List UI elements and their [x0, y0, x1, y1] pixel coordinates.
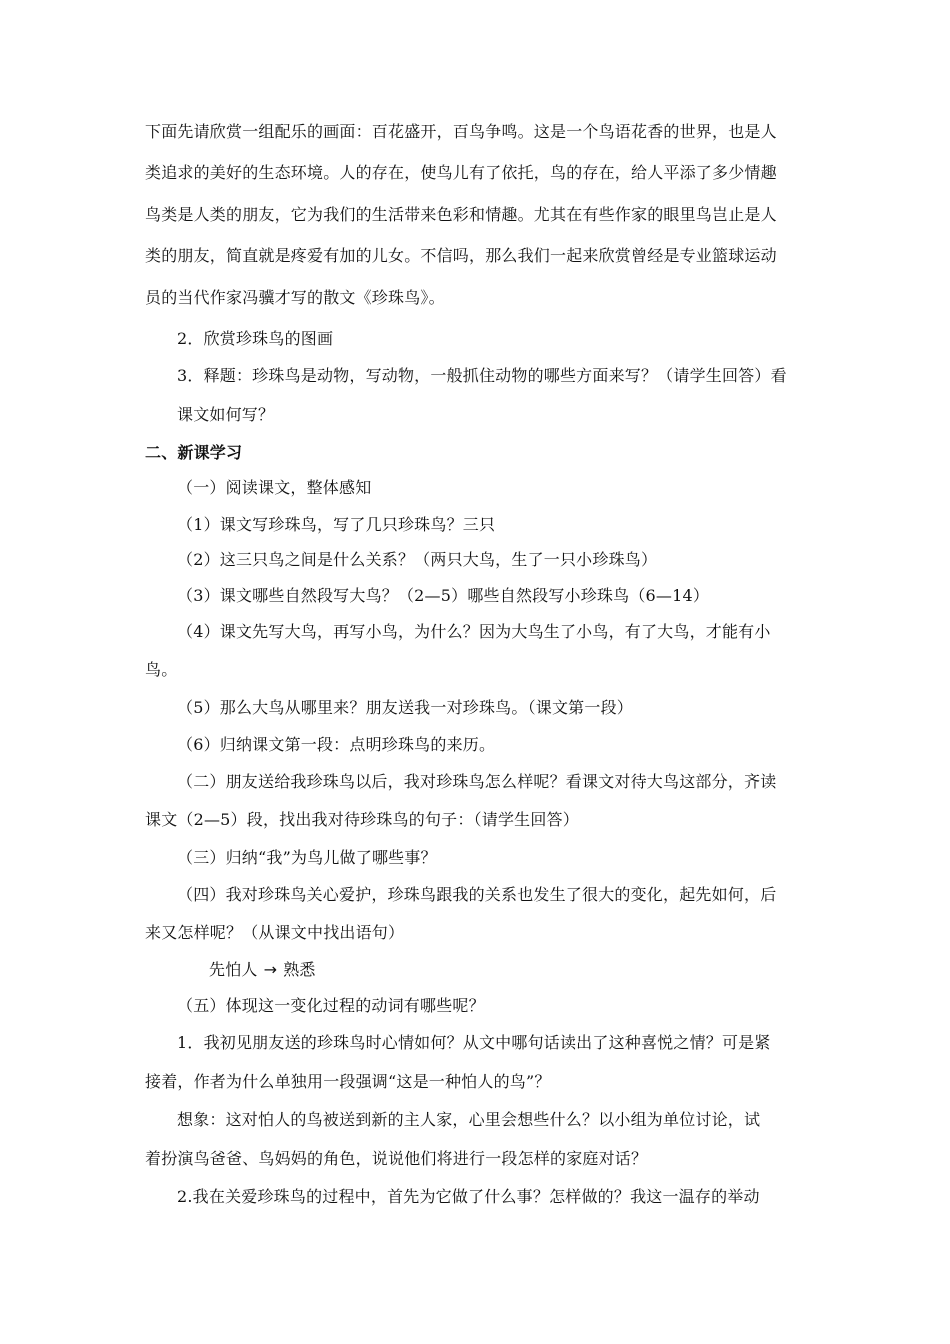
imagine-line-2: 着扮演鸟爸爸、鸟妈妈的角色，说说他们将进行一段怎样的家庭对话？	[145, 1149, 648, 1168]
intro-line-4: 类的朋友，简直就是疼爱有加的儿女。不信吗，那么我们一起来欣赏曾经是专业篮球运动	[145, 246, 777, 265]
subsection-2-line-1: （二）朋友送给我珍珠鸟以后，我对珍珠鸟怎么样呢？看课文对待大鸟这部分，齐读	[177, 772, 777, 791]
item-3-line-1: 3．释题：珍珠鸟是动物，写动物，一般抓住动物的哪些方面来写？（请学生回答）看	[177, 366, 787, 385]
item-3-line-2: 课文如何写？	[177, 405, 275, 424]
change-from: 先怕人	[209, 960, 258, 979]
intro-line-1: 下面先请欣赏一组配乐的画面：百花盛开，百鸟争鸣。这是一个鸟语花香的世界，也是人	[145, 122, 777, 141]
right-arrow-icon: →	[263, 960, 278, 979]
question-5: （5）那么大鸟从哪里来？朋友送我一对珍珠鸟。（课文第一段）	[177, 698, 633, 717]
intro-line-2: 类追求的美好的生态环境。人的存在，使鸟儿有了依托，鸟的存在，给人平添了多少情趣	[145, 163, 777, 182]
change-row	[209, 960, 316, 980]
question-6: （6）归纳课文第一段：点明珍珠鸟的来历。	[177, 735, 496, 754]
imagine-line-1: 想象：这对怕人的鸟被送到新的主人家，心里会想些什么？以小组为单位讨论，试	[177, 1110, 761, 1129]
question-3: （3）课文哪些自然段写大鸟？（2—5）哪些自然段写小珍珠鸟（6—14）	[177, 586, 710, 605]
question-4-line-1: （4）课文先写大鸟，再写小鸟，为什么？因为大鸟生了小鸟，有了大鸟，才能有小	[177, 622, 771, 641]
subsection-1: （一）阅读课文，整体感知	[177, 478, 372, 497]
change-to: 熟悉	[283, 960, 316, 979]
subsection-5: （五）体现这一变化过程的动词有哪些呢？	[177, 996, 485, 1015]
question-1: （1）课文写珍珠鸟，写了几只珍珠鸟？三只	[177, 515, 496, 534]
intro-line-3: 鸟类是人类的朋友，它为我们的生活带来色彩和情趣。尤其在有些作家的眼里鸟岂止是人	[145, 205, 777, 224]
question-4-line-2: 鸟。	[145, 660, 178, 679]
question-2: （2）这三只鸟之间是什么关系？（两只大鸟，生了一只小珍珠鸟）	[177, 550, 658, 569]
item-2: 2．欣赏珍珠鸟的图画	[177, 329, 334, 348]
intro-line-5: 员的当代作家冯骥才写的散文《珍珠鸟》。	[145, 288, 445, 307]
numbered-2: 2.我在关爱珍珠鸟的过程中，首先为它做了什么事？怎样做的？我这一温存的举动	[177, 1187, 760, 1206]
subsection-4-line-1: （四）我对珍珠鸟关心爱护，珍珠鸟跟我的关系也发生了很大的变化，起先如何，后	[177, 885, 777, 904]
numbered-1-line-1: 1．我初见朋友送的珍珠鸟时心情如何？从文中哪句话读出了这种喜悦之情？可是紧	[177, 1033, 771, 1052]
subsection-3: （三）归纳“我”为鸟儿做了哪些事？	[177, 848, 437, 867]
subsection-4-line-2: 来又怎样呢？（从课文中找出语句）	[145, 923, 405, 942]
subsection-2-line-2: 课文（2—5）段，找出我对待珍珠鸟的句子：（请学生回答）	[145, 810, 579, 829]
numbered-1-line-2: 接着，作者为什么单独用一段强调“这是一种怕人的鸟”？	[145, 1072, 551, 1091]
section-heading: 二、新课学习	[145, 443, 243, 462]
